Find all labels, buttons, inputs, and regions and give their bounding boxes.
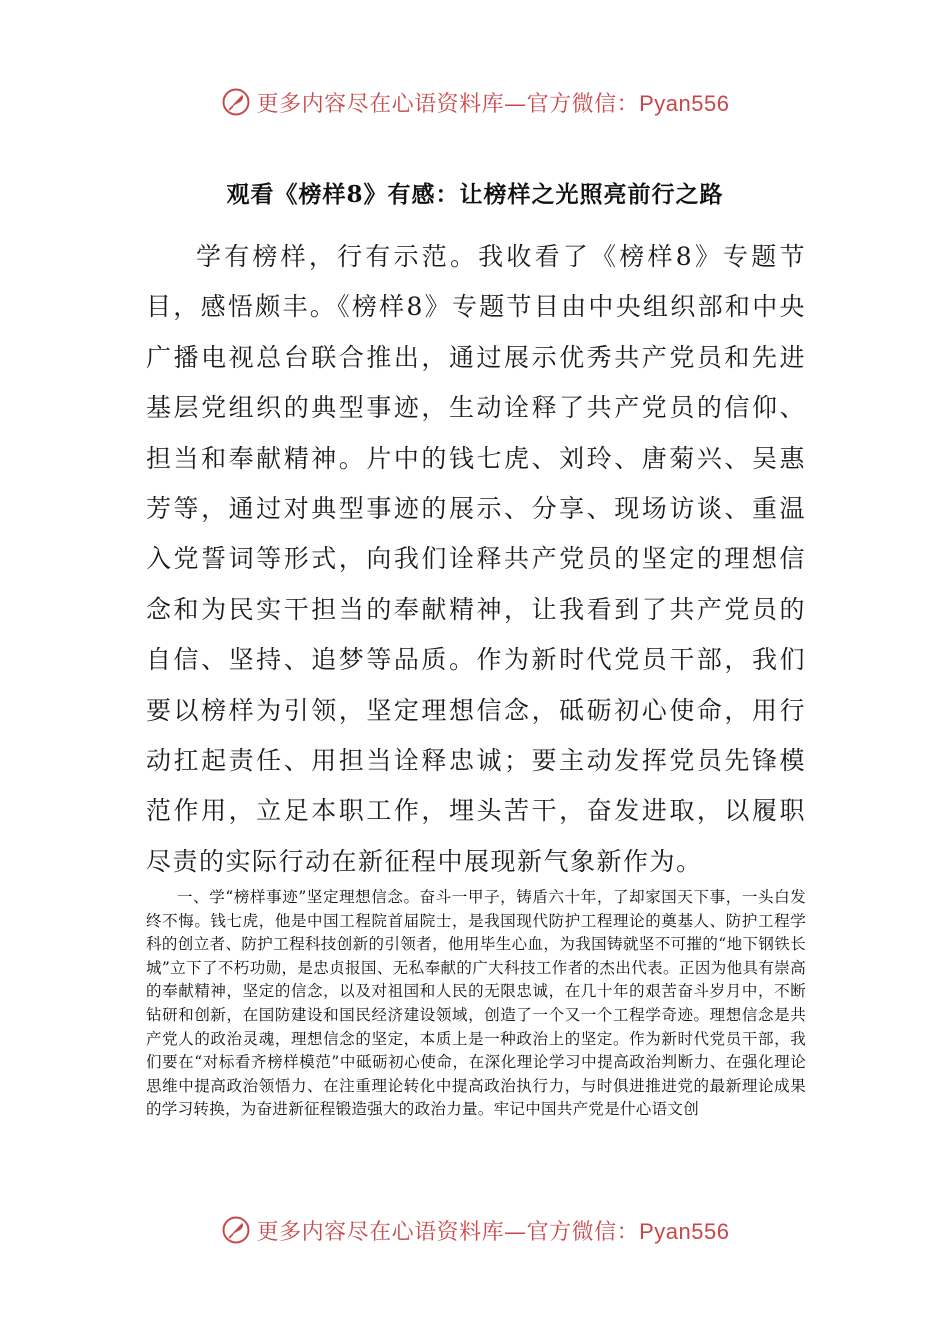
banner-wechat-text: 官方微信：Pyan556 — [526, 90, 730, 116]
banner-text — [257, 87, 730, 118]
quill-logo-icon — [221, 87, 251, 117]
banner-site-text: 更多内容尽在心语资料库 — [256, 1219, 505, 1245]
quill-logo-icon — [221, 1215, 251, 1245]
banner-separator: — — [504, 1219, 527, 1245]
banner-separator: — — [504, 91, 527, 117]
footer-banner — [0, 1208, 950, 1252]
banner-text — [257, 1215, 730, 1246]
document-title: 观看《榜样8》有感：让榜样之光照亮前行之路 — [226, 181, 724, 208]
header-banner — [0, 80, 950, 124]
banner-site-text: 更多内容尽在心语资料库 — [256, 91, 505, 117]
section-one-paragraph: 一、学“榜样事迹”坚定理想信念。奋斗一甲子，铸盾六十年，了却家国天下事，一头白发终不悔。钱七虎，他是中国工程院首届院士，是我国现代防护工程理论的奠基人、防护工程学科的创立者、防护工程科技创新的引领者，他用毕生心血，为我国铸就坚不可摧的“地下钢铁长城”立下了不朽功勋，是忠贞报国、无私奉献的广大科技工作者的杰出代表。正因为他具有崇高的奉献精神，坚定的信念，以及对祖国和人民的无限忠诚，在几十年的艰苦奋斗岁月中，不断钻研和创新，在国防建设和国民经济建设领域，创造了一个又一个工程学奇迹。理想信念是共产党人的政治灵魂，理想信念的坚定，本质上是一种政治上的坚定。作为新时代党员干部，我们要在“对标看齐榜样模范”中砥砺初心使命，在深化理论学习中提高政治判断力、在强化理论思维中提高政治领悟力、在注重理论转化中提高政治执行力，与时俱进推进党的最新理论成果的学习转换，为奋进新征程锻造强大的政治力量。牢记中国共产党是什心语文创 — [146, 888, 806, 1119]
lead-paragraph: 学有榜样，行有示范。我收看了《榜样8》专题节目，感悟颇丰。《榜样8》专题节目由中央组织部和中央广播电视总台联合推出，通过展示优秀共产党员和先进基层党组织的典型事迹，生动诠释了共产党员的信仰、担当和奉献精神。片中的钱七虎、刘玲、唐菊兴、吴惠芳等，通过对典型事迹的展示、分享、现场访谈、重温入党誓词等形式，向我们诠释共产党员的坚定的理想信念和为民实干担当的奉献精神，让我看到了共产党员的自信、坚持、追梦等品质。作为新时代党员干部，我们要以榜样为引领，坚定理想信念，砥砺初心使命，用行动扛起责任、用担当诠释忠诚；要主动发挥党员先锋模范作用，立足本职工作，埋头苦干，奋发进取，以履职尽责的实际行动在新征程中展现新气象新作为。 — [146, 242, 806, 876]
banner-wechat-text: 官方微信：Pyan556 — [526, 1218, 730, 1244]
